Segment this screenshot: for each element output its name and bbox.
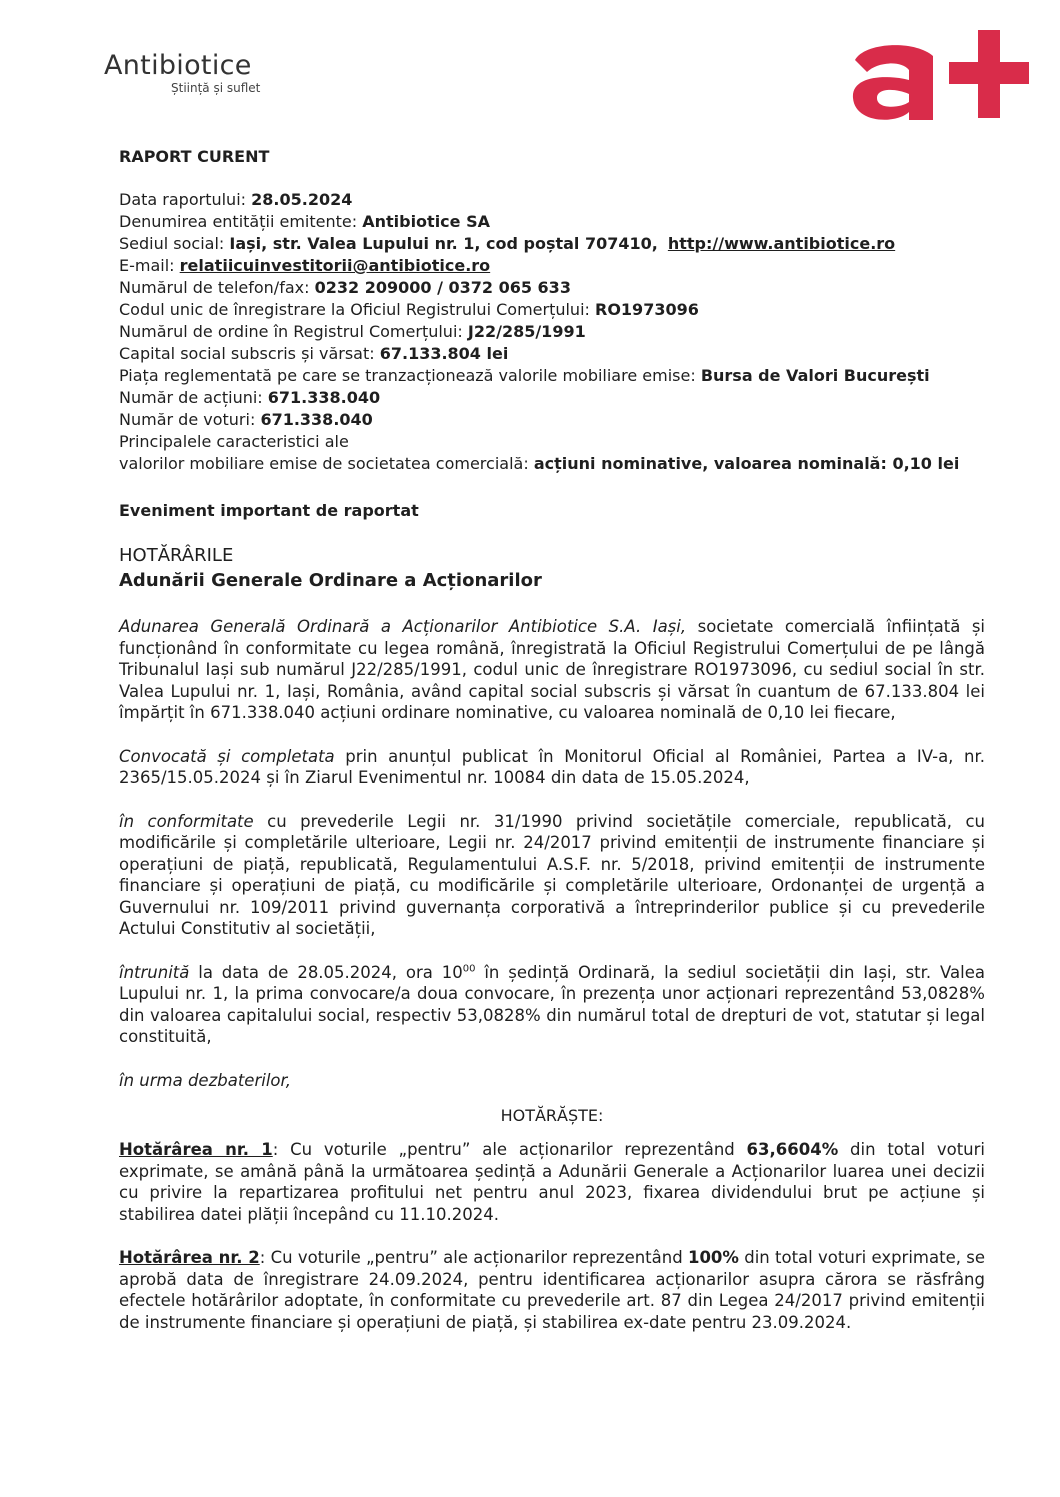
entity-name: Denumirea entității emitente: Antibiotice SA xyxy=(119,212,490,231)
decision-2-label: Hotărârea nr. 2 xyxy=(119,1248,260,1267)
email-link[interactable]: relatiicuinvestitorii@antibiotice.ro xyxy=(179,256,491,275)
meeting-paragraph: întrunită la data de 28.05.2024, ora $10^{00}$ în ședință Ordinară, la sediul societății din Iași, str. Valea Lupului nr. 1, la prima convocare/a doua convocare, în prezența unor acționari reprezentând 53,0828% din valoarea capitalului social, respectiv 53,0828% din numărul total de drepturi de vot, statutar și legal constituită, xyxy=(119,962,985,1046)
phone-line: Numărul de telefon/fax: 0232 209000 / 0372 065 633 xyxy=(119,278,571,297)
decision-2: Hotărârea nr. 2: Cu voturile „pentru” ale acționarilor reprezentând 100% din total voturi exprimate, se aprobă data de înregistrare 24.09.2024, pentru identificarea acționarilor asupra cărora se răsfrâng efectele hotărârilor adoptate, în conformitate cu prevederile art. 87 din Legea 24/2017 privind emitenții de instrumente financiare și operațiuni de piață, și stabilirea ex-date pentru 23.09.2024. xyxy=(119,1248,985,1332)
registered-office: Sediul social: Iași, str. Valea Lupului nr. 1, cod poștal 707410, http://www.antibiotice.ro xyxy=(119,234,896,253)
company-brand xyxy=(104,50,260,95)
votes-line: Număr de voturi: 671.338.040 xyxy=(119,410,373,429)
decision-1: Hotărârea nr. 1: Cu voturile „pentru” ale acționarilor reprezentând 63,6604% din total voturi exprimate, se amână până la următoarea ședință a Adunării Generale a Acționarilor luarea unei decizii cu privire la repartizarea profitului net pentru anul 2023, fixarea dividendului brut pe acțiune și stabilirea datei plății începând cu 11.10.2024. xyxy=(119,1140,985,1224)
brand-tagline: Știință și suflet xyxy=(171,81,261,95)
decision-1-label: Hotărârea nr. 1 xyxy=(119,1140,273,1159)
report-metadata xyxy=(119,189,985,475)
debates-line: în urma dezbaterilor, xyxy=(119,1070,292,1090)
assembly-paragraph: Adunarea Generală Ordinară a Acționarilor Antibiotice S.A. Iași, societate comercială înființată și funcționând în conformitate cu legea română, înregistrată la Oficiul Registrului Comerțului de pe lângă Tribunalul Iași sub numărul J22/285/1991, codul unic de înregistrare RO1973096, cu sediul social în str. Valea Lupului nr. 1, Iași, România, având capital social subscris și vărsat în cuantum de 67.133.804 lei împărțit în 671.338.040 acțiuni ordinare nominative, cu valoarea nominală de 0,10 lei fiecare, xyxy=(119,617,986,722)
a-plus-logo-icon xyxy=(845,22,1030,127)
capital-line: Capital social subscris și vărsat: 67.133.804 lei xyxy=(119,344,509,363)
cui-line: Codul unic de înregistrare la Oficiul Registrului Comerțului: RO1973096 xyxy=(119,300,699,319)
shares-line: Număr de acțiuni: 671.338.040 xyxy=(119,388,381,407)
website-link[interactable]: http://www.antibiotice.ro xyxy=(667,234,896,253)
features-heading: Principalele caracteristici ale xyxy=(119,432,349,451)
market-line: Piața reglementată pe care se tranzacționează valorile mobiliare emise: Bursa de Valori București xyxy=(119,366,930,385)
report-date: Data raportului: 28.05.2024 xyxy=(119,190,353,209)
legal-basis-paragraph: în conformitate cu prevederile Legii nr. 31/1990 privind societățile comerciale, republicată, cu modificările și completările ulterioare, Legii nr. 24/2017 privind emitenții de instrumente financiare și operațiuni de piață, republicată, Regulamentului A.S.F. nr. 5/2018, privind emitenții de instrumente financiare și operațiuni de piață, cu modificările și completările ulterioare, Ordonanței de urgență a Guvernului nr. 109/2011 privind guvernanța corporativă a întreprinderilor publice și cu prevederile Actului Constitutiv al societății, xyxy=(119,811,985,938)
decides-heading: HOTĂRĂȘTE: xyxy=(500,1106,604,1125)
registry-line: Numărul de ordine în Registrul Comerțului: J22/285/1991 xyxy=(119,322,586,341)
report-title: RAPORT CURENT xyxy=(119,147,270,166)
decisions-subheading: Adunării Generale Ordinare a Acționarilor xyxy=(119,570,542,591)
decisions-heading: HOTĂRÂRILE xyxy=(119,545,234,566)
features-line: valorilor mobiliare emise de societatea comercială: acțiuni nominative, valoarea nominală: 0,10 lei xyxy=(119,454,960,473)
event-heading: Eveniment important de raportat xyxy=(119,501,419,520)
report-content xyxy=(119,146,985,1355)
email-line: E-mail: relatiicuinvestitorii@antibiotice.ro xyxy=(119,256,491,275)
brand-name: Antibiotice xyxy=(104,50,252,81)
convocation-paragraph: Convocată și completata prin anunțul publicat în Monitorul Oficial al României, Partea a IV-a, nr. 2365/15.05.2024 și în Ziarul Evenimentul nr. 10084 din data de 15.05.2024, xyxy=(119,746,985,787)
